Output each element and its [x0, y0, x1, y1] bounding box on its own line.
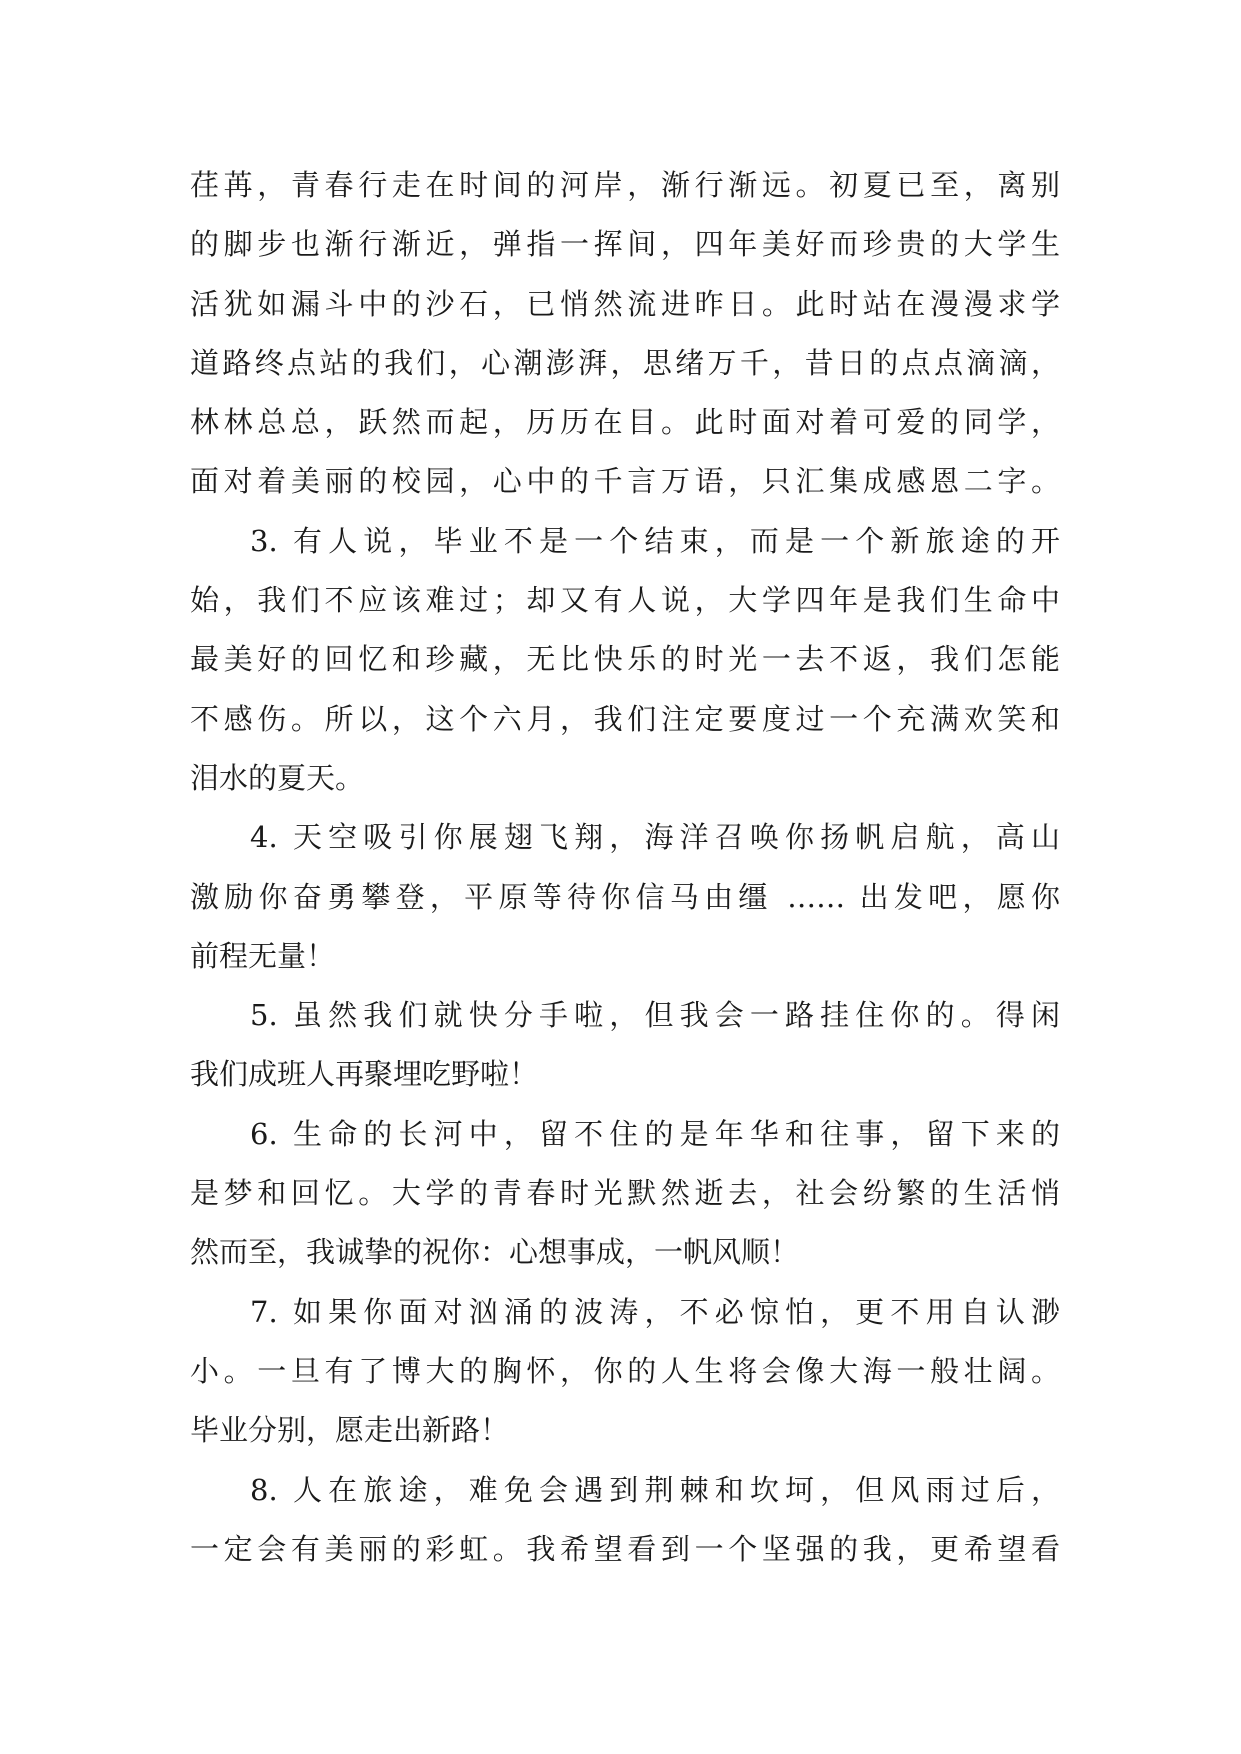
paragraph-7-first-line: 7. 如果你面对汹涌的波涛，不必惊怕，更不用自认渺 — [250, 1294, 1060, 1329]
paragraph-5-first-line: 5. 虽然我们就快分手啦，但我会一路挂住你的。得闲 — [250, 998, 1060, 1033]
text-line: 道路终点站的我们，心潮澎湃，思绪万千，昔日的点点滴滴， — [190, 345, 1060, 380]
text-line: 最美好的回忆和珍藏，无比快乐的时光一去不返，我们怎能 — [190, 642, 1060, 677]
paragraph-8-first-line: 8. 人在旅途，难免会遇到荆棘和坎坷，但风雨过后， — [250, 1472, 1060, 1507]
paragraph-7-last-line: 毕业分别，愿走出新路！ — [190, 1413, 510, 1448]
paragraph-4-first-line: 4. 天空吸引你展翅飞翔，海洋召唤你扬帆启航，高山 — [250, 820, 1060, 855]
document-body — [190, 156, 1060, 1579]
text-line: 激励你奋勇攀登，平原等待你信马由缰 …… 出发吧，愿你 — [190, 879, 1060, 914]
paragraph-3-last-line: 泪水的夏天。 — [190, 760, 365, 795]
text-line: 的脚步也渐行渐近，弹指一挥间，四年美好而珍贵的大学生 — [190, 227, 1060, 262]
text-line: 小。一旦有了博大的胸怀，你的人生将会像大海一般壮阔。 — [190, 1353, 1060, 1388]
paragraph-6-first-line: 6. 生命的长河中，留不住的是年华和往事，留下来的 — [250, 1116, 1060, 1151]
text-line: 面对着美丽的校园，心中的千言万语，只汇集成感恩二字。 — [190, 464, 1060, 499]
text-line: 林林总总，跃然而起，历历在目。此时面对着可爱的同学， — [190, 405, 1060, 440]
text-line: 始，我们不应该难过；却又有人说，大学四年是我们生命中 — [190, 583, 1060, 618]
paragraph-6-last-line: 然而至，我诚挚的祝你：心想事成，一帆风顺！ — [190, 1235, 800, 1270]
text-line: 是梦和回忆。大学的青春时光默然逝去，社会纷繁的生活悄 — [190, 1176, 1060, 1211]
text-line: 一定会有美丽的彩虹。我希望看到一个坚强的我，更希望看 — [190, 1531, 1060, 1566]
paragraph-4-last-line: 前程无量！ — [190, 938, 336, 973]
paragraph-3-first-line: 3. 有人说，毕业不是一个结束，而是一个新旅途的开 — [250, 523, 1060, 558]
text-line: 不感伤。所以，这个六月，我们注定要度过一个充满欢笑和 — [190, 701, 1060, 736]
text-line: 活犹如漏斗中的沙石，已悄然流进昨日。此时站在漫漫求学 — [190, 286, 1060, 321]
text-line: 荏苒，青春行走在时间的河岸，渐行渐远。初夏已至，离别 — [190, 168, 1060, 202]
paragraph-5-last-line: 我们成班人再聚埋吃野啦！ — [190, 1057, 539, 1092]
